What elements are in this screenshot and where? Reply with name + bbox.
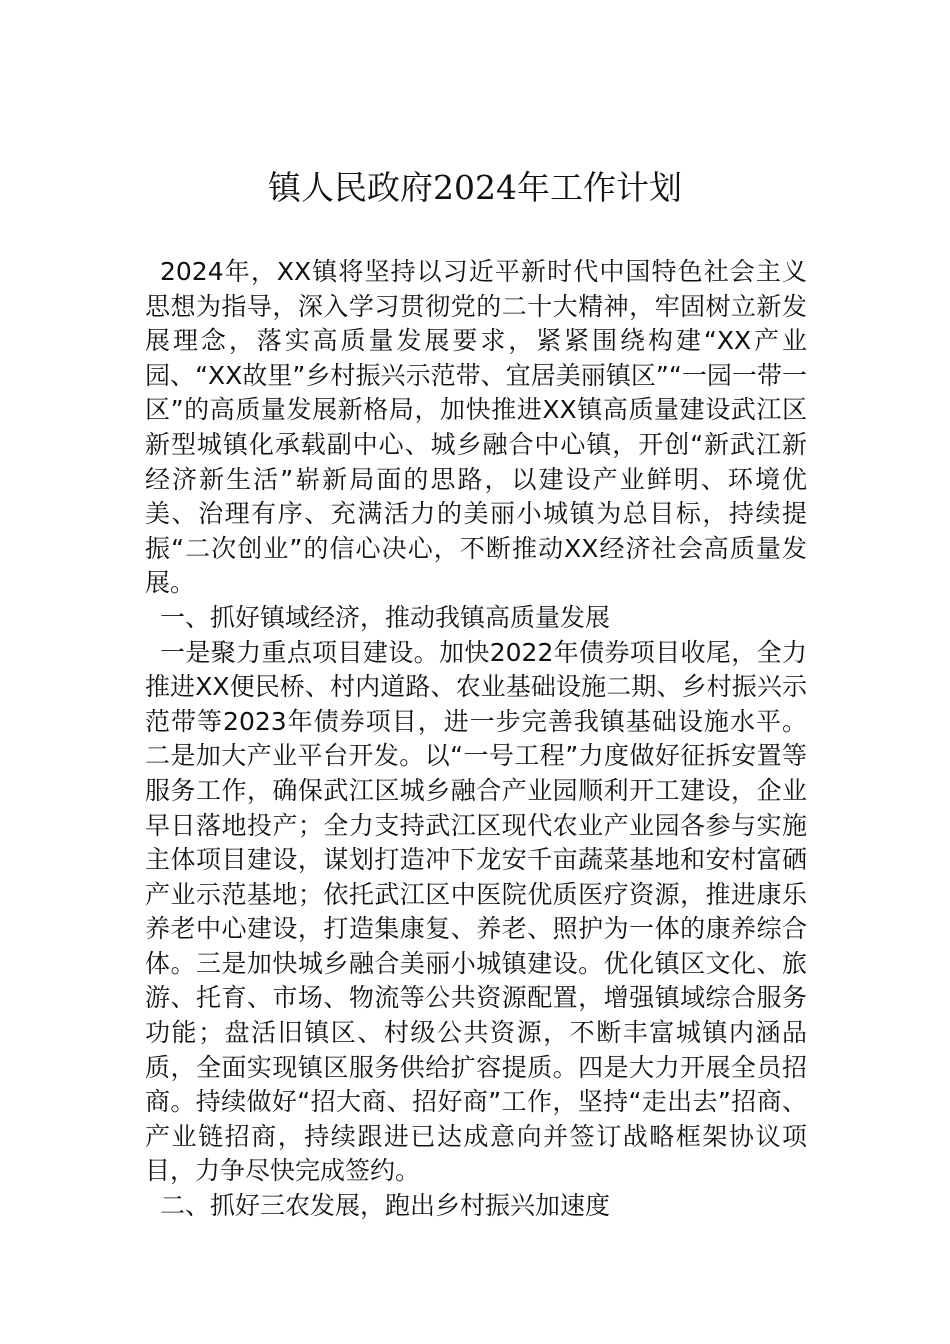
document-body [145,255,807,1224]
section-1-heading: 一、抓好镇域经济，推动我镇高质量发展 [160,602,611,632]
intro-paragraph: 2024年，XX镇将坚持以习近平新时代中国特色社会主义思想为指导，深入学习贯彻党的二十大精神，牢固树立新发展理念，落实高质量发展要求，紧紧围绕构建“XX产业园、“XX故里”乡村振兴示范带、宜居美丽镇区”“一园一带一区”的高质量发展新格局，加快推进XX镇高质量建设武江区新型城镇化承载副中心、城乡融合中心镇，开创“新武江新经济新生活”崭新局面的思路，以建设产业鲜明、环境优美、治理有序、充满活力的美丽小城镇为总目标，持续提振“二次创业”的信心决心，不断推动XX经济社会高质量发展。 [145,257,807,598]
document-title: 镇人民政府2024年工作计划 [268,168,682,207]
section-1-paragraph: 一是聚力重点项目建设。加快2022年债券项目收尾，全力推进XX便民桥、村内道路、农业基础设施二期、乡村振兴示范带等2023年债券项目，进一步完善我镇基础设施水平。二是加大产业平台开发。以“一号工程”力度做好征拆安置等服务工作，确保武江区城乡融合产业园顺利开工建设，企业早日落地投产；全力支持武江区现代农业产业园各参与实施主体项目建设，谋划打造冲下龙安千亩蔬菜基地和安村富硒产业示范基地；依托武江区中医院优质医疗资源，推进康乐养老中心建设，打造集康复、养老、照护为一体的康养综合体。三是加快城乡融合美丽小城镇建设。优化镇区文化、旅游、托育、市场、物流等公共资源配置，增强镇域综合服务功能；盘活旧镇区、村级公共资源，不断丰富城镇内涵品质，全面实现镇区服务供给扩容提质。四是大力开展全员招商。持续做好“招大商、招好商”工作，坚持“走出去”招商、产业链招商，持续跟进已达成意向并签订战略框架协议项目，力争尽快完成签约。 [145,637,807,1186]
section-2-heading: 二、抓好三农发展，跑出乡村振兴加速度 [160,1191,611,1221]
